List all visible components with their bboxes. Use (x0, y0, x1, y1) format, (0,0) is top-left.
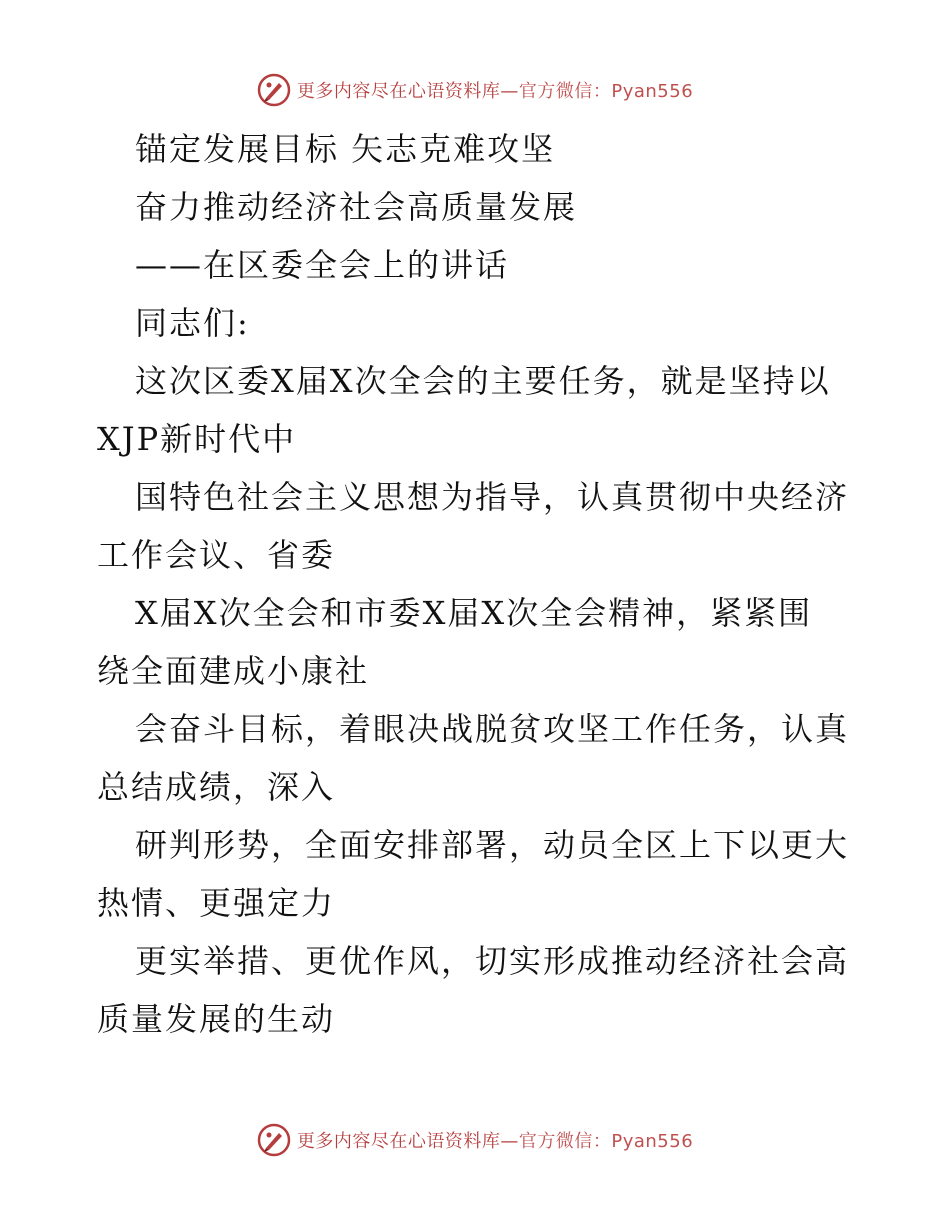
footer-banner (0, 1120, 950, 1160)
text-line: 绕全面建成小康社 (97, 652, 370, 690)
banner-slogan: 更多内容尽在心语资料库 (296, 81, 501, 102)
text-line: 同志们: (135, 304, 250, 342)
banner-text (297, 1127, 693, 1153)
header-banner (0, 70, 950, 110)
text-line: 热情、更强定力 (97, 884, 336, 922)
text-line: 会奋斗目标，着眼决战脱贫攻坚工作任务，认真 (135, 710, 850, 748)
text-line: 这次区委X届X次全会的主要任务，就是坚持以 (135, 362, 831, 400)
banner-separator: — (500, 81, 519, 102)
text-line: 总结成绩，深入 (97, 768, 336, 806)
text-line: 奋力推动经济社会高质量发展 (135, 188, 578, 226)
banner-slogan: 更多内容尽在心语资料库 (296, 1131, 501, 1152)
text-line: 更实举措、更优作风，切实形成推动经济社会高 (135, 942, 850, 980)
text-line: 研判形势，全面安排部署，动员全区上下以更大 (135, 826, 850, 864)
text-line: 工作会议、省委 (97, 536, 336, 574)
banner-separator: — (500, 1131, 519, 1152)
text-line: XJP新时代中 (97, 420, 297, 458)
text-line: 锚定发展目标 矢志克难攻坚 (135, 130, 556, 168)
text-line: ——在区委全会上的讲话 (135, 246, 510, 284)
pen-quill-logo-icon (257, 73, 291, 107)
text-line: 国特色社会主义思想为指导，认真贯彻中央经济 (135, 478, 850, 516)
text-line: 质量发展的生动 (97, 1000, 336, 1038)
banner-text (297, 77, 693, 103)
banner-contact: 官方微信：Pyan556 (518, 81, 694, 102)
banner-contact: 官方微信：Pyan556 (518, 1131, 694, 1152)
document-body (97, 120, 857, 1048)
text-line: X届X次全会和市委X届X次全会精神，紧紧围 (135, 594, 813, 632)
pen-quill-logo-icon (257, 1123, 291, 1157)
